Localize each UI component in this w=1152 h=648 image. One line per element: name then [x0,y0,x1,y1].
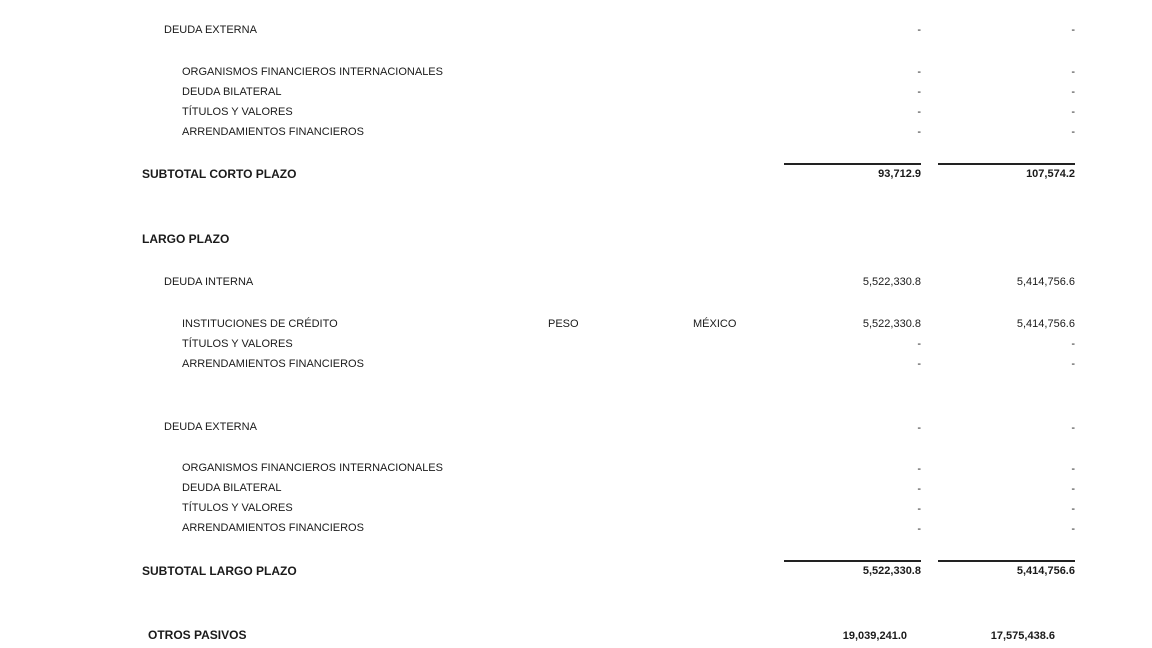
row-label-titulos-interna-lp: TÍTULOS Y VALORES [182,338,293,350]
subtotal-rule-current-cp [784,163,921,165]
value-prior-deuda-externa-cp: - [1071,24,1075,36]
value-current-arrendamientos-externa-lp: - [917,523,921,535]
value-prior-titulos-cp: - [1071,106,1075,118]
row-label-arrendamientos-externa-lp: ARRENDAMIENTOS FINANCIEROS [182,522,364,534]
subtotal-corto-plazo-label: SUBTOTAL CORTO PLAZO [142,167,297,181]
value-prior-titulos-externa-lp: - [1071,503,1075,515]
row-label-titulos-externa-lp: TÍTULOS Y VALORES [182,502,293,514]
value-current-bilateral-cp: - [917,86,921,98]
value-current-deuda-interna-lp: 5,522,330.8 [862,276,921,288]
subtotal-largo-plazo-label: SUBTOTAL LARGO PLAZO [142,564,297,578]
subtotal-rule-current-lp [784,560,921,562]
value-current-deuda-externa-cp: - [917,24,921,36]
value-current-arrendamientos-interna-lp: - [917,358,921,370]
value-current-titulos-externa-lp: - [917,503,921,515]
value-current-organismos-lp: - [917,463,921,475]
value-prior-instituciones-lp: 5,414,756.6 [1016,318,1075,330]
row-label-instituciones-lp: INSTITUCIONES DE CRÉDITO [182,318,338,330]
row-label-bilateral-cp: DEUDA BILATERAL [182,86,282,98]
row-label-arrendamientos-cp: ARRENDAMIENTOS FINANCIEROS [182,126,364,138]
country-instituciones-lp: MÉXICO [693,318,737,330]
value-prior-organismos-lp: - [1071,463,1075,475]
row-label-deuda-interna-lp: DEUDA INTERNA [164,276,254,288]
value-current-organismos-cp: - [917,66,921,78]
subtotal-largo-plazo-current: 5,522,330.8 [862,565,921,577]
value-current-arrendamientos-cp: - [917,126,921,138]
value-prior-arrendamientos-interna-lp: - [1071,358,1075,370]
subtotal-rule-prior-lp [938,560,1075,562]
value-current-deuda-externa-lp: - [917,422,921,434]
currency-instituciones-lp: PESO [548,318,579,330]
value-prior-deuda-interna-lp: 5,414,756.6 [1016,276,1075,288]
row-label-organismos-lp: ORGANISMOS FINANCIEROS INTERNACIONALES [182,462,443,474]
subtotal-rule-prior-cp [938,163,1075,165]
otros-pasivos-current: 19,039,241.0 [842,630,907,642]
value-prior-arrendamientos-externa-lp: - [1071,523,1075,535]
section-heading-largo-plazo: LARGO PLAZO [142,232,230,246]
value-prior-deuda-externa-lp: - [1071,422,1075,434]
value-prior-titulos-interna-lp: - [1071,338,1075,350]
row-label-titulos-cp: TÍTULOS Y VALORES [182,106,293,118]
value-current-titulos-cp: - [917,106,921,118]
value-prior-arrendamientos-cp: - [1071,126,1075,138]
subtotal-largo-plazo-prior: 5,414,756.6 [1016,565,1075,577]
value-prior-bilateral-cp: - [1071,86,1075,98]
row-label-deuda-externa-cp: DEUDA EXTERNA [164,24,257,36]
row-label-arrendamientos-interna-lp: ARRENDAMIENTOS FINANCIEROS [182,358,364,370]
value-current-titulos-interna-lp: - [917,338,921,350]
row-label-bilateral-lp: DEUDA BILATERAL [182,482,282,494]
subtotal-corto-plazo-prior: 107,574.2 [1026,168,1075,180]
value-prior-bilateral-lp: - [1071,483,1075,495]
otros-pasivos-label: OTROS PASIVOS [148,628,247,642]
value-prior-organismos-cp: - [1071,66,1075,78]
value-current-bilateral-lp: - [917,483,921,495]
row-label-deuda-externa-lp: DEUDA EXTERNA [164,421,257,433]
otros-pasivos-prior: 17,575,438.6 [990,630,1055,642]
value-current-instituciones-lp: 5,522,330.8 [862,318,921,330]
subtotal-corto-plazo-current: 93,712.9 [878,168,921,180]
row-label-organismos-cp: ORGANISMOS FINANCIEROS INTERNACIONALES [182,66,443,78]
